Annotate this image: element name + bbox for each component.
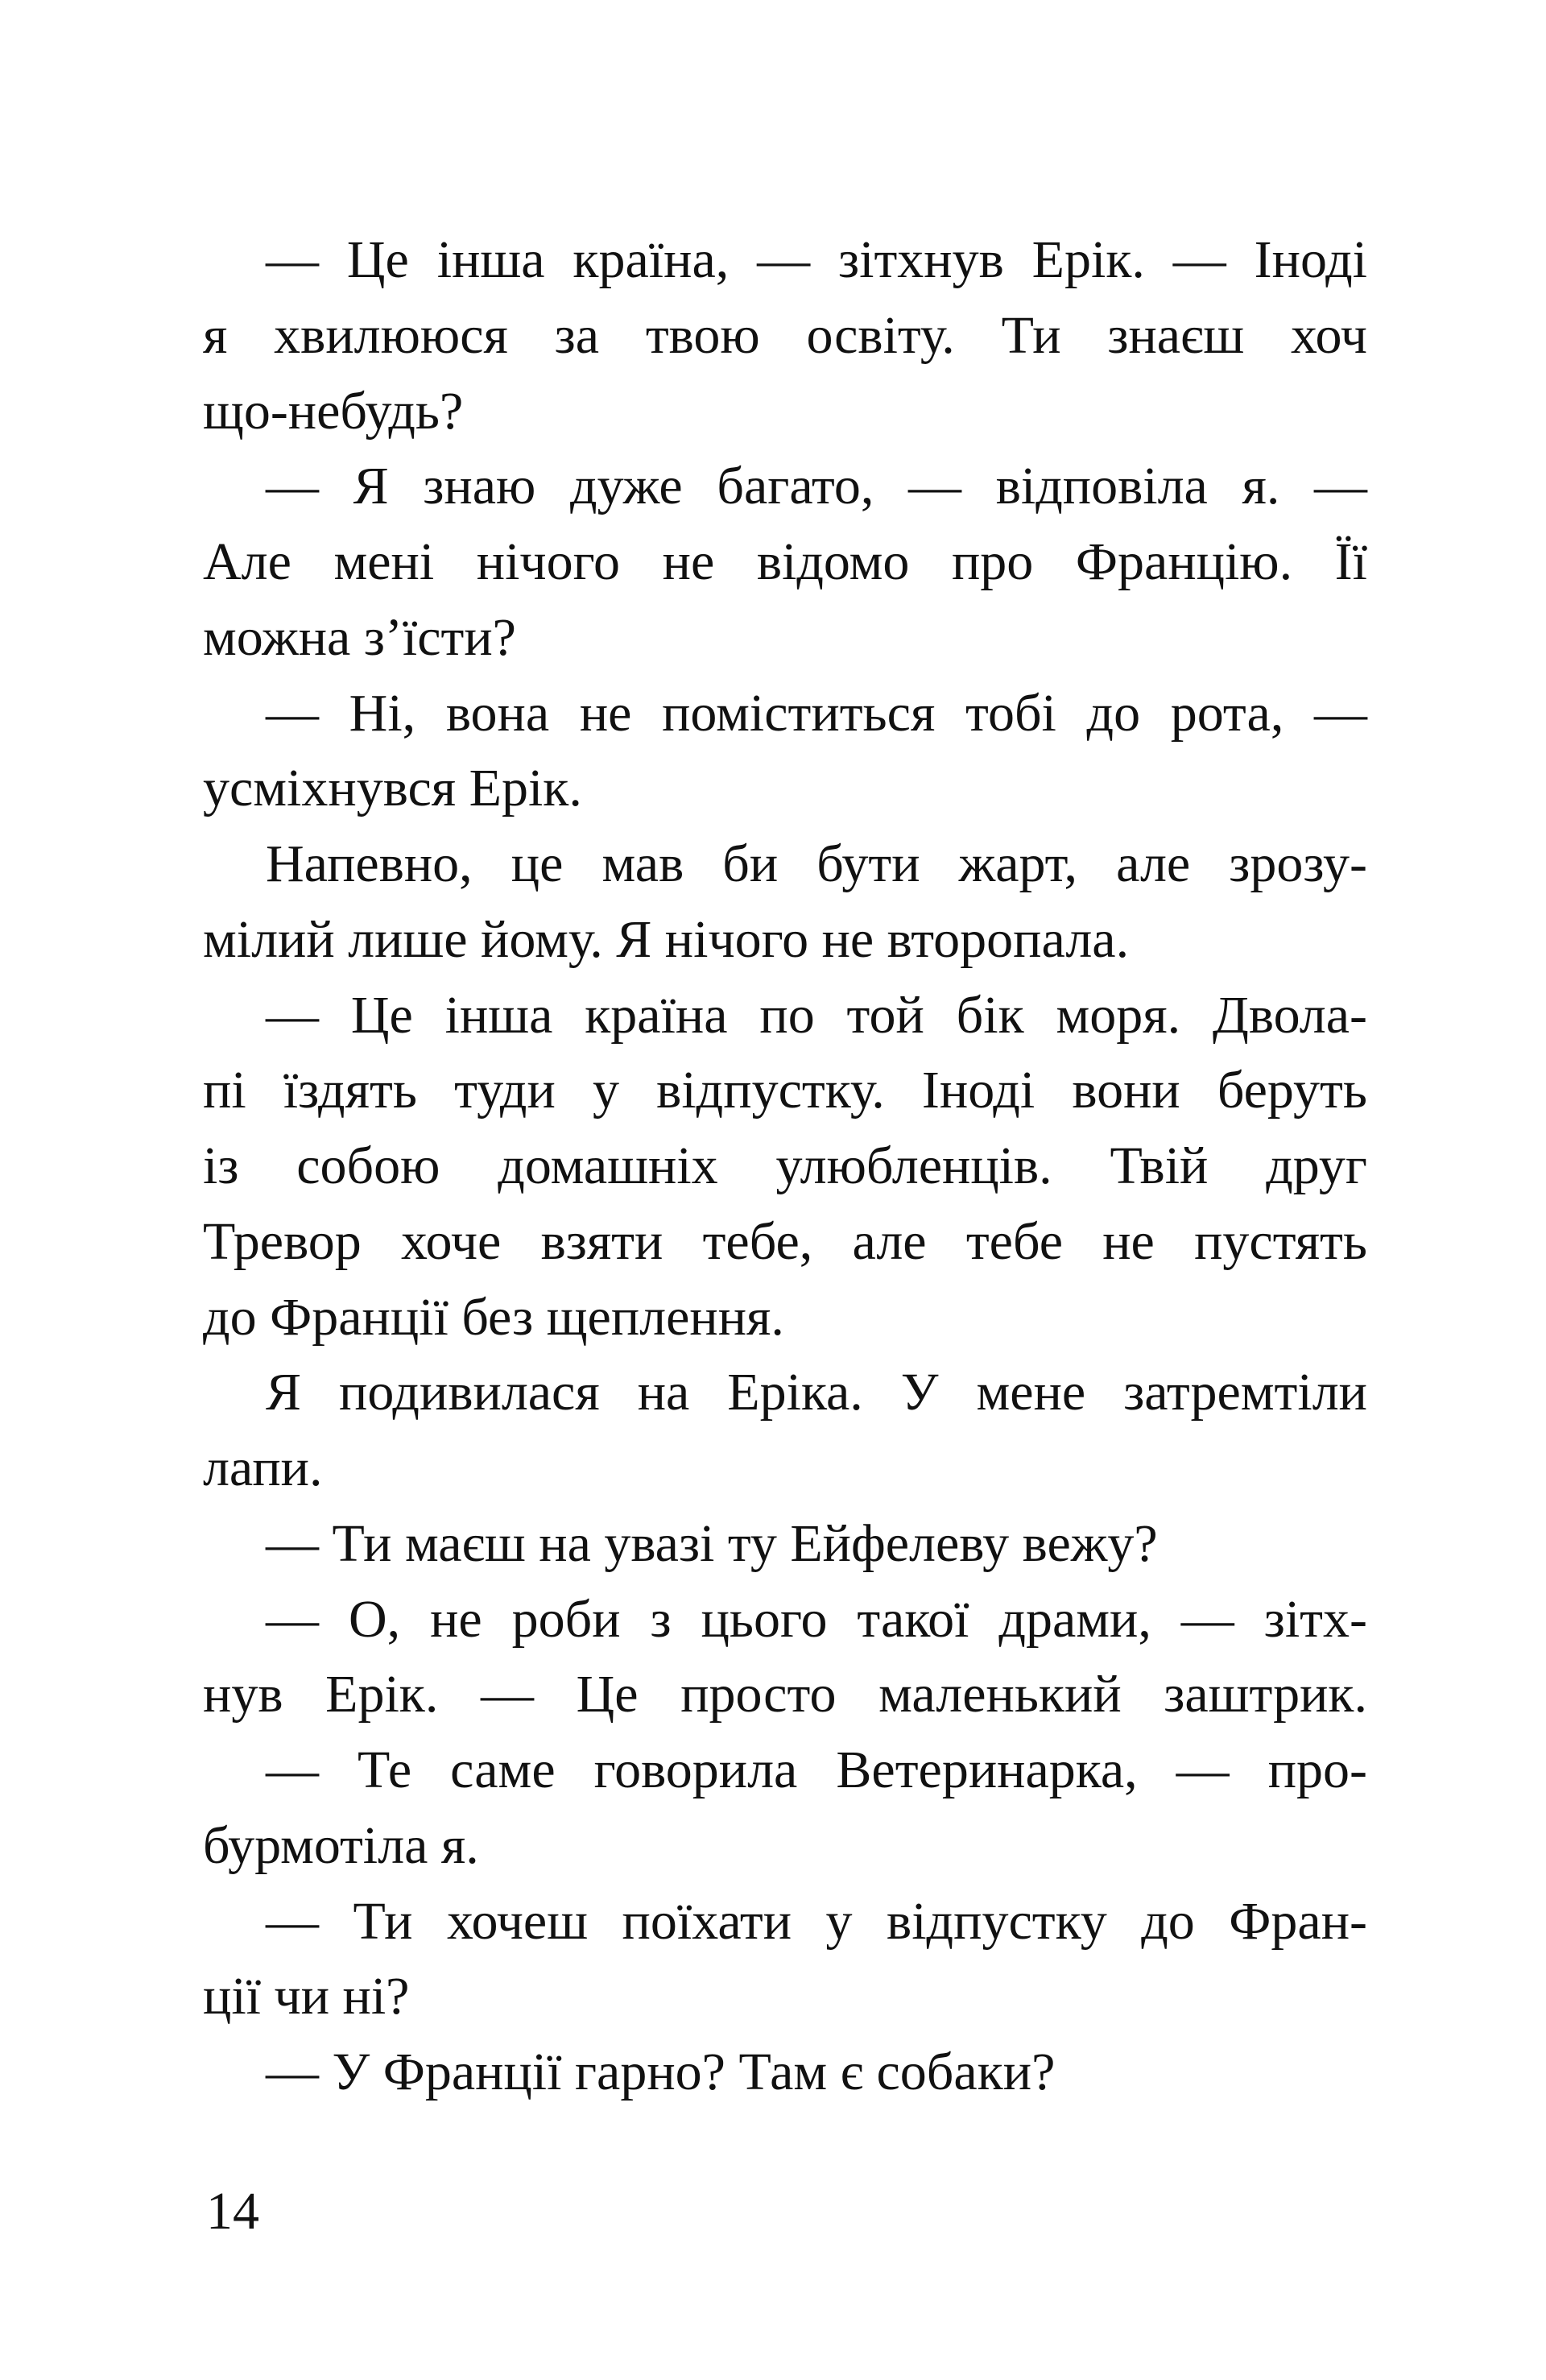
text-line: ції чи ні? — [203, 1967, 410, 2026]
text-line: лапи. — [203, 1438, 323, 1497]
text-line: Напевно, це мав би бути жарт, але зрозу- — [266, 834, 1367, 893]
text-line: — У Франції гарно? Там є собаки? — [266, 2043, 1056, 2101]
text-line: — Ти маєш на увазі ту Ейфелеву вежу? — [266, 1513, 1158, 1573]
page-number: 14 — [206, 2182, 259, 2241]
text-line: Я подивилася на Еріка. У мене затремтіли — [266, 1363, 1367, 1422]
text-line: — Це інша країна, — зітхнув Ерік. — Іноді — [266, 230, 1367, 289]
text-line: — Я знаю дуже багато, — відповіла я. — — [266, 457, 1367, 516]
text-line: нув Ерік. — Це просто маленький заштрик. — [203, 1665, 1367, 1724]
text-line: пі їздять туди у відпустку. Іноді вони беруть — [203, 1061, 1367, 1120]
text-line: бурмотіла я. — [203, 1815, 479, 1875]
body-text — [203, 222, 1367, 2110]
text-line: — Це інша країна по той бік моря. Двола- — [266, 985, 1367, 1045]
text-line: із собою домашніх улюбленців. Твій друг — [203, 1136, 1367, 1195]
text-line: усміхнувся Ерік. — [203, 759, 582, 818]
text-line: Але мені нічого не відомо про Францію. Її — [203, 532, 1367, 591]
text-line: Тревор хоче взяти тебе, але тебе не пустять — [203, 1211, 1367, 1271]
text-line: — Ні, вона не поміститься тобі до рота, — — [266, 683, 1367, 743]
text-line: що-небудь? — [203, 381, 464, 441]
text-line: — О, не роби з цього такої драми, — зітх- — [266, 1589, 1367, 1649]
text-line: — Те саме говорила Ветеринарка, — про- — [266, 1741, 1367, 1799]
text-line: можна з’їсти? — [203, 607, 516, 667]
text-line: мілий лише йому. Я нічого не второпала. — [203, 909, 1130, 969]
text-line: — Ти хочеш поїхати у відпустку до Фран- — [266, 1891, 1367, 1951]
text-line: я хвилююся за твою освіту. Ти знаєш хоч — [203, 305, 1367, 365]
text-line: до Франції без щеплення. — [203, 1287, 784, 1347]
